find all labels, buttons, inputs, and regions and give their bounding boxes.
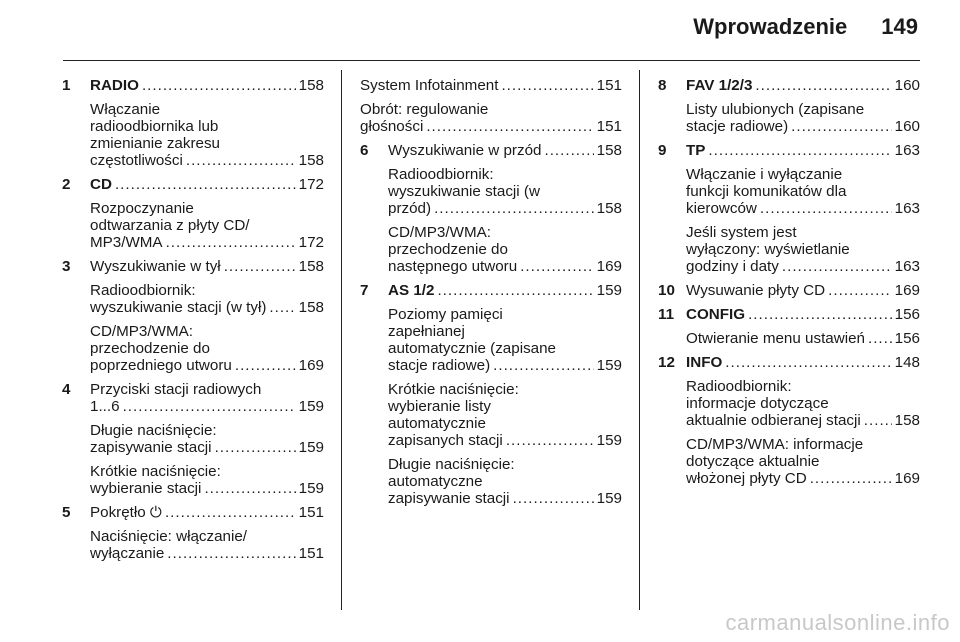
entry-text-line: System Infotainment bbox=[360, 77, 499, 94]
entry-text-line: przechodzenie do bbox=[90, 340, 210, 357]
entry-text-line: wyszukiwanie stacji (w tył) bbox=[90, 299, 267, 316]
page-reference: 158 bbox=[298, 77, 324, 94]
entry-number: 10 bbox=[658, 282, 675, 299]
entry-text-line: Radioodbiornik: bbox=[90, 282, 196, 299]
page-reference: 163 bbox=[894, 200, 920, 217]
entry-text-line: Włączanie i wyłączanie bbox=[686, 166, 843, 183]
page-reference: 158 bbox=[298, 258, 324, 275]
entry-leader-line bbox=[90, 398, 324, 415]
section-title: Wprowadzenie bbox=[693, 14, 848, 39]
dot-leader bbox=[725, 354, 891, 371]
entry-text-line: następnego utworu bbox=[388, 258, 518, 275]
index-subentry bbox=[62, 101, 324, 169]
index-subentry bbox=[360, 306, 622, 374]
dot-leader bbox=[165, 504, 296, 521]
entry-text-line: Włączanie bbox=[90, 101, 161, 118]
entry-text-line: Otwieranie menu ustawień bbox=[686, 330, 865, 347]
dot-leader bbox=[544, 142, 593, 159]
index-entry bbox=[658, 354, 920, 371]
entry-number: 4 bbox=[62, 381, 71, 398]
page-reference: 159 bbox=[596, 432, 622, 449]
entry-leader-line bbox=[90, 176, 324, 193]
page-reference: 158 bbox=[596, 200, 622, 217]
index-entry bbox=[360, 282, 622, 299]
entry-number: 3 bbox=[62, 258, 71, 275]
page-reference: 169 bbox=[894, 470, 920, 487]
page-reference: 169 bbox=[894, 282, 920, 299]
entry-text-line: funkcji komunikatów dla bbox=[686, 183, 847, 200]
index-subentry bbox=[360, 381, 622, 449]
index-column-1 bbox=[62, 77, 324, 569]
entry-text-line: automatycznie bbox=[388, 415, 486, 432]
dot-leader bbox=[437, 282, 593, 299]
page-reference: 158 bbox=[894, 412, 920, 429]
dot-leader bbox=[513, 490, 594, 507]
index-subentry bbox=[658, 436, 920, 487]
entry-text-line: wyłączanie bbox=[90, 545, 165, 562]
entry-text-line: zapełnianej bbox=[388, 323, 465, 340]
button-name: FAV 1/2/3 bbox=[686, 77, 753, 94]
index-subentry bbox=[360, 166, 622, 217]
entry-number: 1 bbox=[62, 77, 71, 94]
index-column-3 bbox=[658, 77, 920, 494]
dot-leader bbox=[493, 357, 594, 374]
index-entry bbox=[62, 381, 324, 415]
index-subentry bbox=[658, 330, 920, 347]
entry-text-line: zapisywanie stacji bbox=[90, 439, 212, 456]
entry-text-line: wybieranie stacji bbox=[90, 480, 202, 497]
column-divider bbox=[341, 70, 342, 610]
dot-leader bbox=[224, 258, 296, 275]
page-reference: 159 bbox=[596, 490, 622, 507]
page-reference: 151 bbox=[298, 545, 324, 562]
entry-leader-line bbox=[686, 412, 920, 429]
entry-text-line: wybieranie listy bbox=[388, 398, 491, 415]
entry-text-line: radioodbiornika lub bbox=[90, 118, 219, 135]
entry-leader-line bbox=[360, 77, 622, 94]
button-name: CD bbox=[90, 176, 112, 193]
index-subentry bbox=[658, 101, 920, 135]
index-subentry bbox=[360, 224, 622, 275]
page-reference: 172 bbox=[298, 176, 324, 193]
page-number: 149 bbox=[881, 14, 918, 39]
page-reference: 156 bbox=[894, 330, 920, 347]
entry-text-line: Listy ulubionych (zapisane bbox=[686, 101, 865, 118]
entry-text-line: Poziomy pamięci bbox=[388, 306, 503, 323]
entry-number: 7 bbox=[360, 282, 369, 299]
entry-number: 6 bbox=[360, 142, 369, 159]
dot-leader bbox=[810, 470, 892, 487]
entry-text-line: poprzedniego utworu bbox=[90, 357, 232, 374]
dot-leader bbox=[760, 200, 892, 217]
dot-leader bbox=[501, 77, 593, 94]
entry-number: 8 bbox=[658, 77, 667, 94]
entry-text-line: Radioodbiornik: bbox=[388, 166, 494, 183]
entry-text-line: CD/MP3/WMA: bbox=[90, 323, 193, 340]
dot-leader bbox=[864, 412, 892, 429]
entry-leader-line bbox=[388, 357, 622, 374]
entry-text-line: 1...6 bbox=[90, 398, 120, 415]
entry-text-line: godziny i daty bbox=[686, 258, 779, 275]
dot-leader bbox=[166, 234, 296, 251]
entry-text-line: Długie naciśnięcie: bbox=[90, 422, 217, 439]
entry-leader-line bbox=[686, 118, 920, 135]
button-name: CONFIG bbox=[686, 306, 746, 323]
page-reference: 148 bbox=[894, 354, 920, 371]
entry-text-line: stacje radiowe) bbox=[686, 118, 789, 135]
entry-text-line: Wyszukiwanie w tył bbox=[90, 258, 221, 275]
button-name: TP bbox=[686, 142, 706, 159]
entry-text-line: zapisywanie stacji bbox=[388, 490, 510, 507]
entry-leader-line bbox=[90, 258, 324, 275]
entry-leader-line bbox=[90, 357, 324, 374]
index-subentry bbox=[360, 101, 622, 135]
dot-leader bbox=[506, 432, 594, 449]
index-entry bbox=[658, 77, 920, 94]
entry-text-line: odtwarzania z płyty CD/ bbox=[90, 217, 250, 234]
entry-leader-line bbox=[686, 258, 920, 275]
dot-leader bbox=[791, 118, 892, 135]
page-reference: 163 bbox=[894, 258, 920, 275]
watermark: carmanualsonline.info bbox=[725, 610, 950, 635]
entry-leader-line bbox=[388, 490, 622, 507]
page-reference: 151 bbox=[596, 77, 622, 94]
dot-leader bbox=[748, 306, 892, 323]
entry-text-line: automatycznie (zapisane bbox=[388, 340, 556, 357]
index-subentry bbox=[62, 463, 324, 497]
entry-text-line: zmienianie zakresu bbox=[90, 135, 220, 152]
page-reference: 172 bbox=[298, 234, 324, 251]
entry-leader-line bbox=[90, 234, 324, 251]
entry-leader-line bbox=[90, 504, 324, 521]
entry-leader-line bbox=[686, 142, 920, 159]
index-subentry bbox=[62, 323, 324, 374]
entry-text-line: Rozpoczynanie bbox=[90, 200, 194, 217]
entry-text-line: dotyczące aktualnie bbox=[686, 453, 820, 470]
entry-text-line: Naciśnięcie: włączanie/ bbox=[90, 528, 248, 545]
index-subentry bbox=[62, 528, 324, 562]
entry-text-line: kierowców bbox=[686, 200, 757, 217]
entry-leader-line bbox=[686, 200, 920, 217]
entry-text-line: Pokrętło ⏻ bbox=[90, 504, 162, 521]
page-reference: 151 bbox=[298, 504, 324, 521]
entry-text-line: stacje radiowe) bbox=[388, 357, 491, 374]
entry-text-line: CD/MP3/WMA: bbox=[388, 224, 491, 241]
entry-leader-line bbox=[686, 282, 920, 299]
page-header bbox=[693, 14, 918, 40]
page-reference: 159 bbox=[298, 480, 324, 497]
button-name: AS 1/2 bbox=[388, 282, 435, 299]
entry-text-line: Długie naciśnięcie: bbox=[388, 456, 515, 473]
entry-text-line: wyszukiwanie stacji (w bbox=[388, 183, 540, 200]
dot-leader bbox=[235, 357, 296, 374]
dot-leader bbox=[868, 330, 892, 347]
entry-number: 9 bbox=[658, 142, 667, 159]
entry-leader-line bbox=[90, 152, 324, 169]
index-entry bbox=[62, 176, 324, 193]
entry-text-line: Radioodbiornik: bbox=[686, 378, 792, 395]
entry-leader-line bbox=[686, 354, 920, 371]
entry-text-line: głośności bbox=[360, 118, 424, 135]
index-subentry bbox=[360, 77, 622, 94]
page-reference: 160 bbox=[894, 77, 920, 94]
entry-text-line: MP3/WMA bbox=[90, 234, 163, 251]
entry-leader-line bbox=[686, 470, 920, 487]
index-entry bbox=[62, 258, 324, 275]
index-entry bbox=[658, 142, 920, 159]
entry-leader-line bbox=[686, 330, 920, 347]
index-subentry bbox=[360, 456, 622, 507]
index-subentry bbox=[658, 224, 920, 275]
button-name: INFO bbox=[686, 354, 723, 371]
index-subentry bbox=[62, 200, 324, 251]
page-reference: 151 bbox=[596, 118, 622, 135]
entry-text-line: Przyciski stacji radiowych bbox=[90, 381, 262, 398]
index-entry bbox=[62, 77, 324, 94]
page-reference: 159 bbox=[596, 282, 622, 299]
page-reference: 169 bbox=[596, 258, 622, 275]
entry-number: 12 bbox=[658, 354, 675, 371]
entry-leader-line bbox=[388, 142, 622, 159]
page-reference: 156 bbox=[894, 306, 920, 323]
dot-leader bbox=[269, 299, 295, 316]
entry-leader-line bbox=[686, 306, 920, 323]
entry-leader-line bbox=[686, 77, 920, 94]
index-subentry bbox=[658, 166, 920, 217]
dot-leader bbox=[708, 142, 891, 159]
entry-text-line: wyłączony: wyświetlanie bbox=[686, 241, 850, 258]
entry-leader-line bbox=[360, 118, 622, 135]
entry-leader-line bbox=[388, 432, 622, 449]
entry-text-line: włożonej płyty CD bbox=[686, 470, 807, 487]
entry-text-line: aktualnie odbieranej stacji bbox=[686, 412, 861, 429]
dot-leader bbox=[520, 258, 593, 275]
page-reference: 158 bbox=[596, 142, 622, 159]
index-entry bbox=[658, 306, 920, 323]
entry-text-line: Obrót: regulowanie bbox=[360, 101, 489, 118]
column-divider bbox=[639, 70, 640, 610]
button-name: RADIO bbox=[90, 77, 139, 94]
entry-text-line: przód) bbox=[388, 200, 432, 217]
entry-text-line: przechodzenie do bbox=[388, 241, 508, 258]
index-entry bbox=[658, 282, 920, 299]
entry-text-line: automatyczne bbox=[388, 473, 483, 490]
entry-text-line: Wysuwanie płyty CD bbox=[686, 282, 826, 299]
entry-text-line: informacje dotyczące bbox=[686, 395, 829, 412]
dot-leader bbox=[426, 118, 593, 135]
entry-number: 2 bbox=[62, 176, 71, 193]
entry-leader-line bbox=[388, 200, 622, 217]
entry-text-line: zapisanych stacji bbox=[388, 432, 503, 449]
entry-text-line: Krótkie naciśnięcie: bbox=[90, 463, 221, 480]
entry-number: 11 bbox=[658, 306, 675, 323]
page-reference: 163 bbox=[894, 142, 920, 159]
entry-leader-line bbox=[90, 77, 324, 94]
dot-leader bbox=[782, 258, 892, 275]
entry-text-line: Wyszukiwanie w przód bbox=[388, 142, 542, 159]
index-subentry bbox=[62, 422, 324, 456]
dot-leader bbox=[755, 77, 891, 94]
dot-leader bbox=[828, 282, 892, 299]
dot-leader bbox=[167, 545, 295, 562]
page-reference: 159 bbox=[298, 439, 324, 456]
page-reference: 158 bbox=[298, 152, 324, 169]
entry-leader-line bbox=[90, 299, 324, 316]
entry-leader-line bbox=[388, 258, 622, 275]
entry-text-line: Krótkie naciśnięcie: bbox=[388, 381, 519, 398]
entry-leader-line bbox=[90, 480, 324, 497]
dot-leader bbox=[186, 152, 296, 169]
page-reference: 159 bbox=[596, 357, 622, 374]
dot-leader bbox=[123, 398, 296, 415]
page-reference: 169 bbox=[298, 357, 324, 374]
entry-text-line: Jeśli system jest bbox=[686, 224, 797, 241]
entry-text-line: CD/MP3/WMA: informacje bbox=[686, 436, 864, 453]
header-rule bbox=[63, 60, 920, 61]
entry-leader-line bbox=[388, 282, 622, 299]
dot-leader bbox=[115, 176, 296, 193]
index-entry bbox=[62, 504, 324, 521]
entry-text-line: częstotliwości bbox=[90, 152, 183, 169]
page-reference: 160 bbox=[894, 118, 920, 135]
dot-leader bbox=[142, 77, 296, 94]
dot-leader bbox=[204, 480, 295, 497]
dot-leader bbox=[434, 200, 594, 217]
page-reference: 159 bbox=[298, 398, 324, 415]
index-entry bbox=[360, 142, 622, 159]
index-subentry bbox=[658, 378, 920, 429]
dot-leader bbox=[215, 439, 296, 456]
page-reference: 158 bbox=[298, 299, 324, 316]
entry-number: 5 bbox=[62, 504, 71, 521]
index-column-2 bbox=[360, 77, 622, 514]
entry-leader-line bbox=[90, 439, 324, 456]
index-subentry bbox=[62, 282, 324, 316]
entry-leader-line bbox=[90, 545, 324, 562]
